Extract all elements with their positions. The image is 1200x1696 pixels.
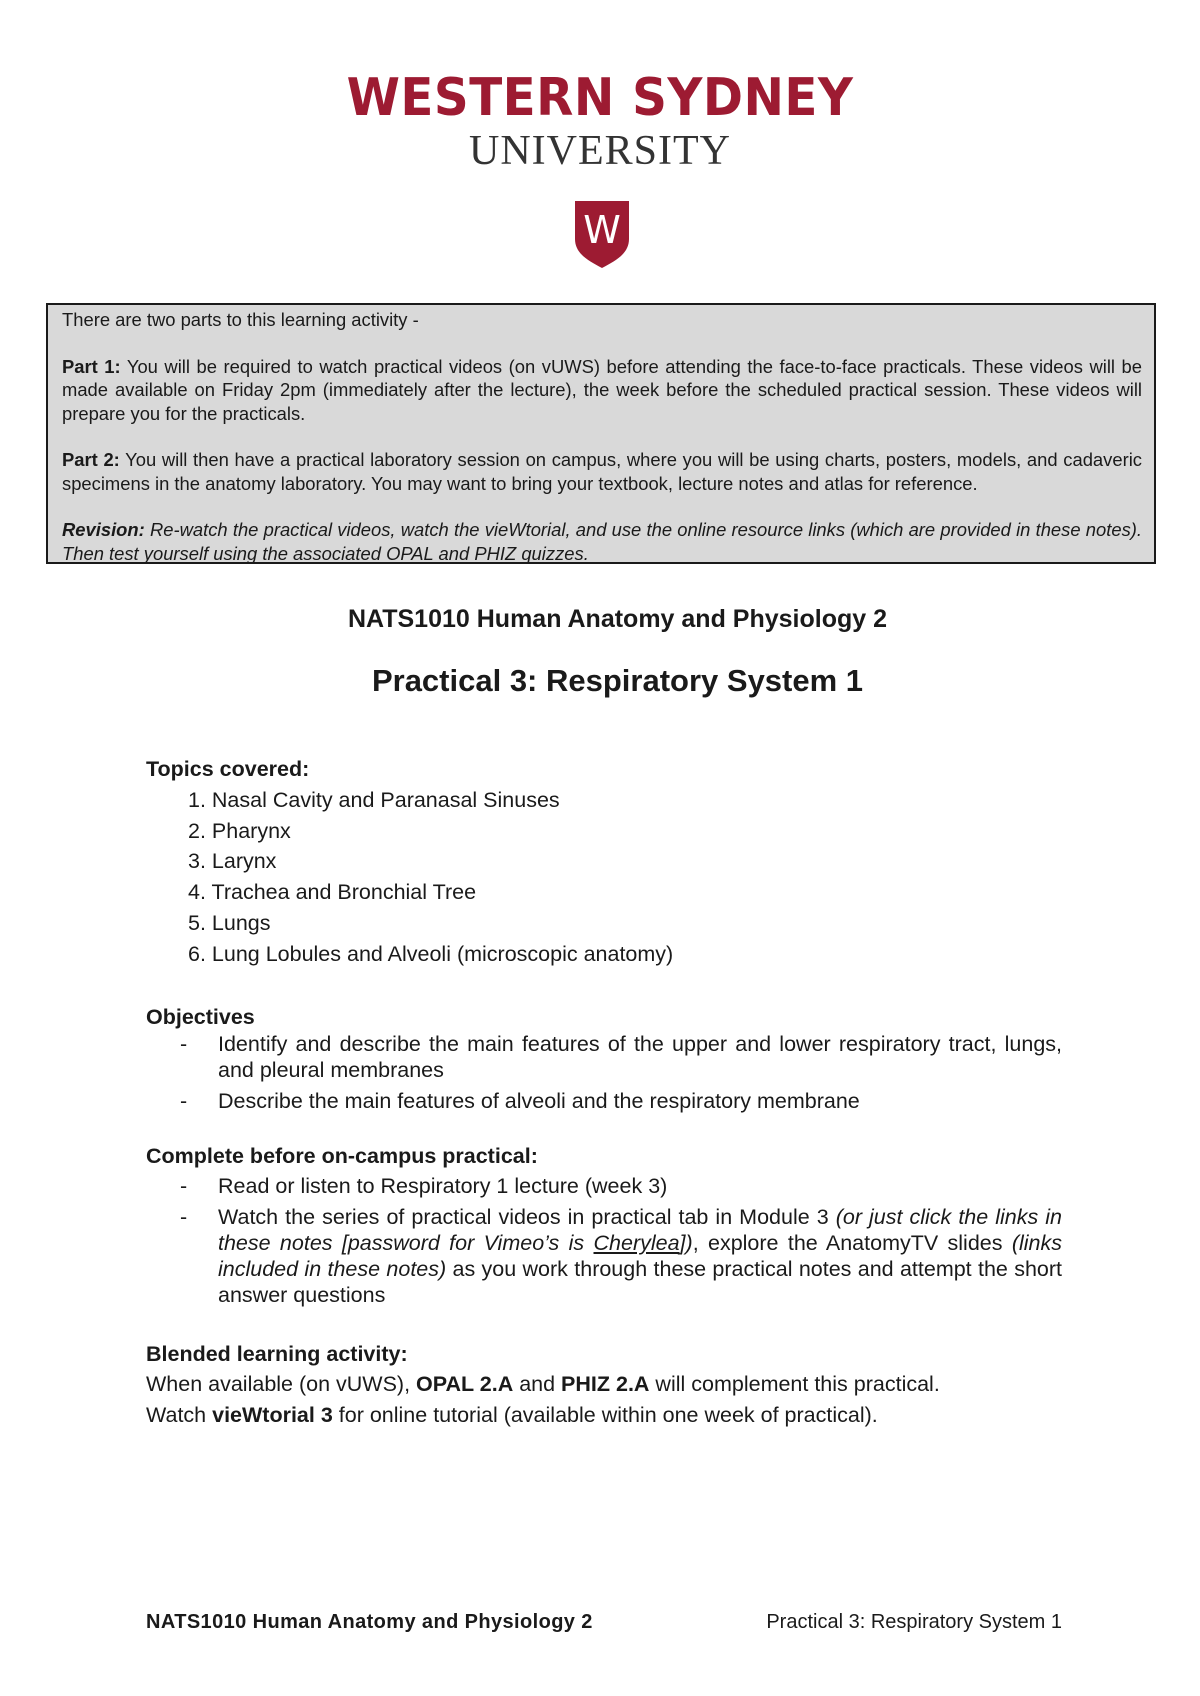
objective-text: Describe the main features of alveoli and the respiratory membrane bbox=[218, 1089, 860, 1113]
blended-text: When available (on vUWS), bbox=[146, 1372, 417, 1396]
objective-text: Identify and describe the main features of the upper and lower respiratory tract, lungs, and pleural membranes bbox=[218, 1032, 1062, 1082]
footer-practical: Practical 3: Respiratory System 1 bbox=[766, 1611, 1062, 1633]
part2-paragraph bbox=[62, 448, 1142, 495]
activity-intro: There are two parts to this learning activity - bbox=[62, 309, 419, 330]
objective-item: - Describe the main features of alveoli and the respiratory membrane bbox=[180, 1089, 860, 1113]
blended-text: will complement this practical. bbox=[649, 1372, 940, 1396]
before-practical-list bbox=[180, 1173, 1062, 1313]
phiz-quiz-label: PHIZ 2.A bbox=[561, 1372, 650, 1396]
blended-text: and bbox=[513, 1372, 562, 1396]
topic-item: 2. Pharynx bbox=[188, 818, 291, 843]
links-note: (links included in these notes) bbox=[218, 1231, 1063, 1281]
university-logo bbox=[0, 68, 1200, 174]
practical-title: Practical 3: Respiratory System 1 bbox=[371, 663, 864, 698]
revision-paragraph bbox=[62, 518, 1142, 565]
logo-wordmark-line2: UNIVERSITY bbox=[469, 128, 731, 174]
vimeo-note: (or just click the links in these notes [password for Vimeo’s is bbox=[218, 1205, 1062, 1255]
part1-label: Part 1: bbox=[62, 355, 121, 377]
before-practical-text: Read or listen to Respiratory 1 lecture (week 3) bbox=[218, 1174, 668, 1198]
vimeo-note-end: ]) bbox=[679, 1231, 693, 1255]
viewtorial-label: vieWtorial 3 bbox=[212, 1403, 333, 1427]
crest-letter: W bbox=[583, 208, 621, 252]
blended-text: for online tutorial (available within one week of practical). bbox=[332, 1403, 878, 1427]
course-title: NATS1010 Human Anatomy and Physiology 2 bbox=[347, 605, 887, 633]
videos-text: Watch the series of practical videos in practical tab in Module 3 bbox=[218, 1205, 836, 1229]
footer-course: NATS1010 Human Anatomy and Physiology 2 bbox=[146, 1611, 593, 1633]
part1-paragraph bbox=[62, 355, 1142, 426]
revision-text: Re-watch the practical videos, watch the vieWtorial, and use the online resource links (which are provided in these notes). Then test yourself using the associated OPAL and PHIZ quizzes. bbox=[62, 519, 1142, 564]
learning-activity-box bbox=[46, 303, 1156, 564]
before-practical-item: - Watch the series of practical videos in practical tab in Module 3 (or just click the links in these notes [password for Vimeo’s is Cherylea]), explore the AnatomyTV slides (links included in these notes) as you work through these practical notes and attempt the short answer questions bbox=[180, 1205, 1063, 1307]
topics-heading: Topics covered: bbox=[146, 757, 310, 781]
part1-text: You will be required to watch practical videos (on vUWS) before attending the face-to-face practicals. These videos will be made available on Friday 2pm (immediately after the lecture), the week before the scheduled practical session. These videos will prepare you for the practicals. bbox=[62, 355, 1142, 424]
anatomytv-text: , explore the AnatomyTV slides bbox=[692, 1231, 1012, 1255]
topic-item: 1. Nasal Cavity and Paranasal Sinuses bbox=[188, 788, 560, 812]
objective-item: - Identify and describe the main features of the upper and lower respiratory tract, lungs, and pleural membranes bbox=[180, 1032, 1062, 1082]
blended-line-1 bbox=[146, 1370, 940, 1398]
university-crest-icon bbox=[573, 199, 631, 269]
before-practical-item: - Read or listen to Respiratory 1 lecture (week 3) bbox=[180, 1174, 668, 1198]
blended-line-2 bbox=[146, 1401, 878, 1429]
part2-text: You will then have a practical laboratory session on campus, where you will be using charts, posters, models, and cadaveric specimens in the anatomy laboratory. You may want to bring your textbook, lecture notes and atlas for reference. bbox=[62, 449, 1142, 494]
logo-wordmark-line1: WESTERN SYDNEY bbox=[346, 68, 854, 128]
topic-item: 6. Lung Lobules and Alveoli (microscopic anatomy) bbox=[188, 941, 674, 966]
topic-item: 5. Lungs bbox=[188, 910, 271, 935]
opal-quiz-label: OPAL 2.A bbox=[416, 1372, 514, 1396]
topic-item: 3. Larynx bbox=[188, 849, 277, 874]
work-through-text: as you work through these practical notes and attempt the short answer questions bbox=[218, 1257, 1063, 1307]
blended-text: Watch bbox=[146, 1403, 213, 1427]
objectives-list bbox=[180, 1031, 1062, 1119]
before-practical-heading: Complete before on-campus practical: bbox=[146, 1144, 538, 1168]
objectives-heading: Objectives bbox=[146, 1005, 255, 1029]
vimeo-password-link[interactable]: Cherylea bbox=[593, 1231, 680, 1255]
revision-label: Revision: bbox=[62, 519, 145, 540]
topics-list bbox=[188, 785, 673, 969]
blended-heading: Blended learning activity: bbox=[146, 1342, 408, 1366]
topic-item: 4. Trachea and Bronchial Tree bbox=[188, 880, 477, 905]
part2-label: Part 2: bbox=[62, 449, 120, 470]
